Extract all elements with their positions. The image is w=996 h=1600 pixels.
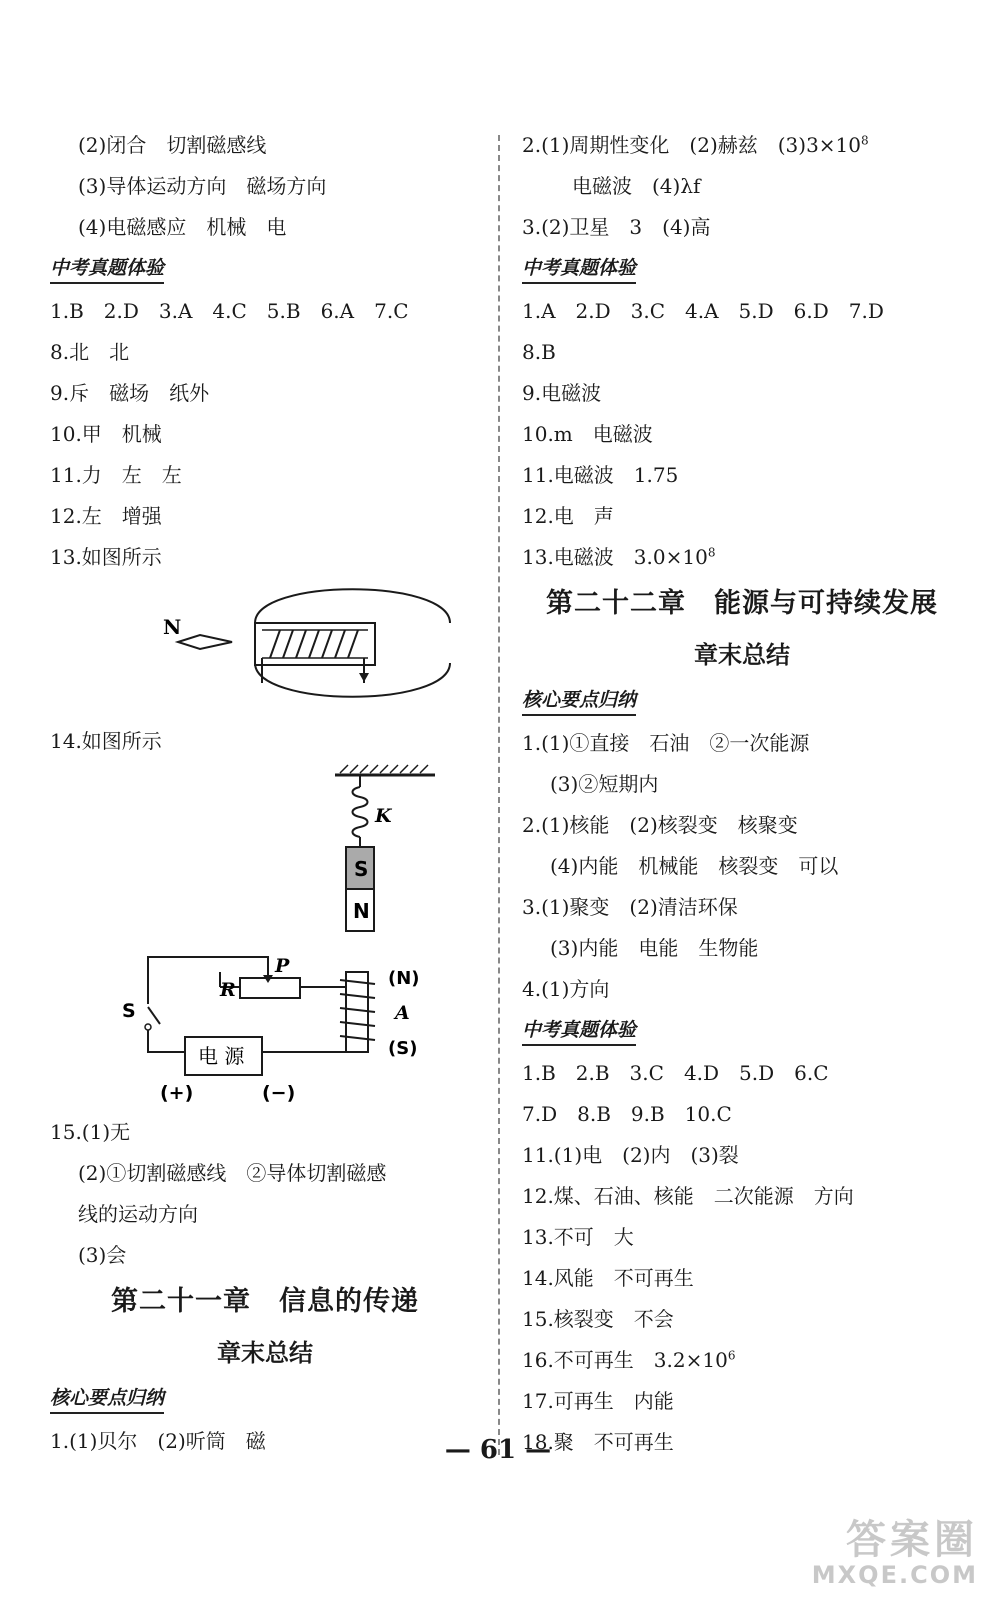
answer-line: 9.电磁波 (522, 381, 602, 405)
answer-line: 10.甲 机械 (50, 422, 162, 446)
answer-line: 1.A 2.D 3.C 4.A 5.D 6.D 7.D (522, 299, 884, 323)
answer-line: 11.(1)电 (2)内 (3)裂 (522, 1143, 739, 1167)
answer-line: 7.D 8.B 9.B 10.C (522, 1102, 732, 1126)
section-heading: 中考真题体验 (50, 254, 164, 284)
watermark-logo (812, 1508, 978, 1589)
chapter-title: 第二十二章 能源与可持续发展 (546, 588, 938, 619)
answer-line: 8.北 北 (50, 340, 130, 364)
answer-line: 电磁波 (4)λf (572, 174, 701, 198)
answer-line: 1.B 2.B 3.C 4.D 5.D 6.C (522, 1061, 829, 1085)
section-heading: 中考真题体验 (522, 1016, 636, 1046)
right-column (522, 125, 962, 1463)
answer-line: (3)导体运动方向 磁场方向 (78, 174, 327, 198)
electromagnet-core (346, 972, 368, 1052)
answer-line: 10.m 电磁波 (522, 422, 653, 446)
plus-terminal-label: (+) (160, 1082, 194, 1102)
solenoid-field-figure (50, 578, 480, 713)
spring-k-label: K (375, 805, 392, 827)
answer-line: 16.不可再生 $3.2\times 10^6$ (522, 1348, 736, 1372)
minus-terminal-label: (−) (262, 1082, 296, 1102)
pole-s-label: (S) (388, 1038, 418, 1059)
field-line-bottom (255, 663, 450, 697)
rheostat-r-label: R (220, 979, 236, 1001)
page-number: — 61 — (444, 1435, 552, 1465)
watermark-url: MXQE.COM (811, 1561, 978, 1589)
answer-line: 2.(1)周期性变化 (2)赫兹 $(3)3\times 10^8$ (522, 133, 869, 157)
switch-s-label: S (122, 1000, 136, 1022)
section-heading: 中考真题体验 (522, 254, 636, 284)
section-heading: 核心要点归纳 (50, 1384, 164, 1414)
answer-line: 12.煤、石油、核能 二次能源 方向 (522, 1184, 854, 1208)
magnet-s-label: S (354, 857, 369, 881)
compass-n-label: N (163, 615, 182, 639)
answer-line: 线的运动方向 (78, 1202, 198, 1226)
answer-line: 15.(1)无 (50, 1120, 131, 1144)
current-arrow (359, 673, 369, 682)
answer-line: 8.B (522, 340, 556, 364)
answer-line: (4)电磁感应 机械 电 (78, 215, 287, 239)
compass-needle (178, 635, 232, 649)
answer-line: 4.(1)方向 (522, 977, 610, 1001)
magnet-n-label: N (353, 899, 370, 923)
answer-line: 14.如图所示 (50, 729, 162, 753)
left-column (50, 125, 480, 1462)
pole-n-label: (N) (388, 968, 420, 989)
chapter-title: 第二十一章 信息的传递 (111, 1286, 419, 1317)
answer-line: 18.聚 不可再生 (522, 1430, 674, 1454)
watermark-text: 答案圈 (846, 1517, 978, 1563)
answer-line: 11.力 左 左 (50, 463, 182, 487)
answer-line: 13.如图所示 (50, 545, 162, 569)
section-heading: 核心要点归纳 (522, 686, 636, 716)
answer-line: (4)内能 机械能 核裂变 可以 (550, 854, 839, 878)
power-source-label: 电 源 (198, 1044, 245, 1068)
answer-line: 13.不可 大 (522, 1225, 634, 1249)
answer-line: 3.(1)聚变 (2)清洁环保 (522, 895, 738, 919)
electromagnet-a-label: A (395, 1002, 410, 1024)
answer-line: 12.左 增强 (50, 504, 162, 528)
answer-line: 14.风能 不可再生 (522, 1266, 694, 1290)
answer-line: 9.斥 磁场 纸外 (50, 381, 210, 405)
answer-line: 17.可再生 内能 (522, 1389, 674, 1413)
answer-line: 1.(1)贝尔 (2)听筒 磁 (50, 1429, 266, 1453)
chapter-summary-title: 章末总结 (694, 641, 790, 669)
answer-line: 13.电磁波 $3.0\times 10^8$ (522, 545, 716, 569)
slider-p-label: P (275, 955, 290, 977)
spring (353, 787, 368, 837)
column-divider (498, 135, 500, 1455)
answer-line: 1.(1)①直接 石油 ②一次能源 (522, 731, 810, 755)
answer-line: 2.(1)核能 (2)核裂变 核聚变 (522, 813, 798, 837)
answer-line: 15.核裂变 不会 (522, 1307, 674, 1331)
chapter-summary-title: 章末总结 (217, 1339, 313, 1367)
answer-line: (3)内能 电能 生物能 (550, 936, 759, 960)
answer-line: (3)会 (78, 1243, 127, 1267)
answer-line: 1.B 2.D 3.A 4.C 5.B 6.A 7.C (50, 299, 409, 323)
rheostat (240, 978, 300, 998)
answer-line: 12.电 声 (522, 504, 614, 528)
answer-line: 11.电磁波 1.75 (522, 463, 679, 487)
answer-line: (3)②短期内 (550, 772, 659, 796)
coil-windings (270, 630, 358, 658)
spring-magnet-circuit-figure (50, 762, 480, 1102)
answer-line: (2)闭合 切割磁感线 (78, 133, 267, 157)
answer-line: 3.(2)卫星 3 (4)高 (522, 215, 711, 239)
answer-line: (2)①切割磁感线 ②导体切割磁感 (78, 1161, 387, 1185)
field-line-top (255, 589, 450, 623)
